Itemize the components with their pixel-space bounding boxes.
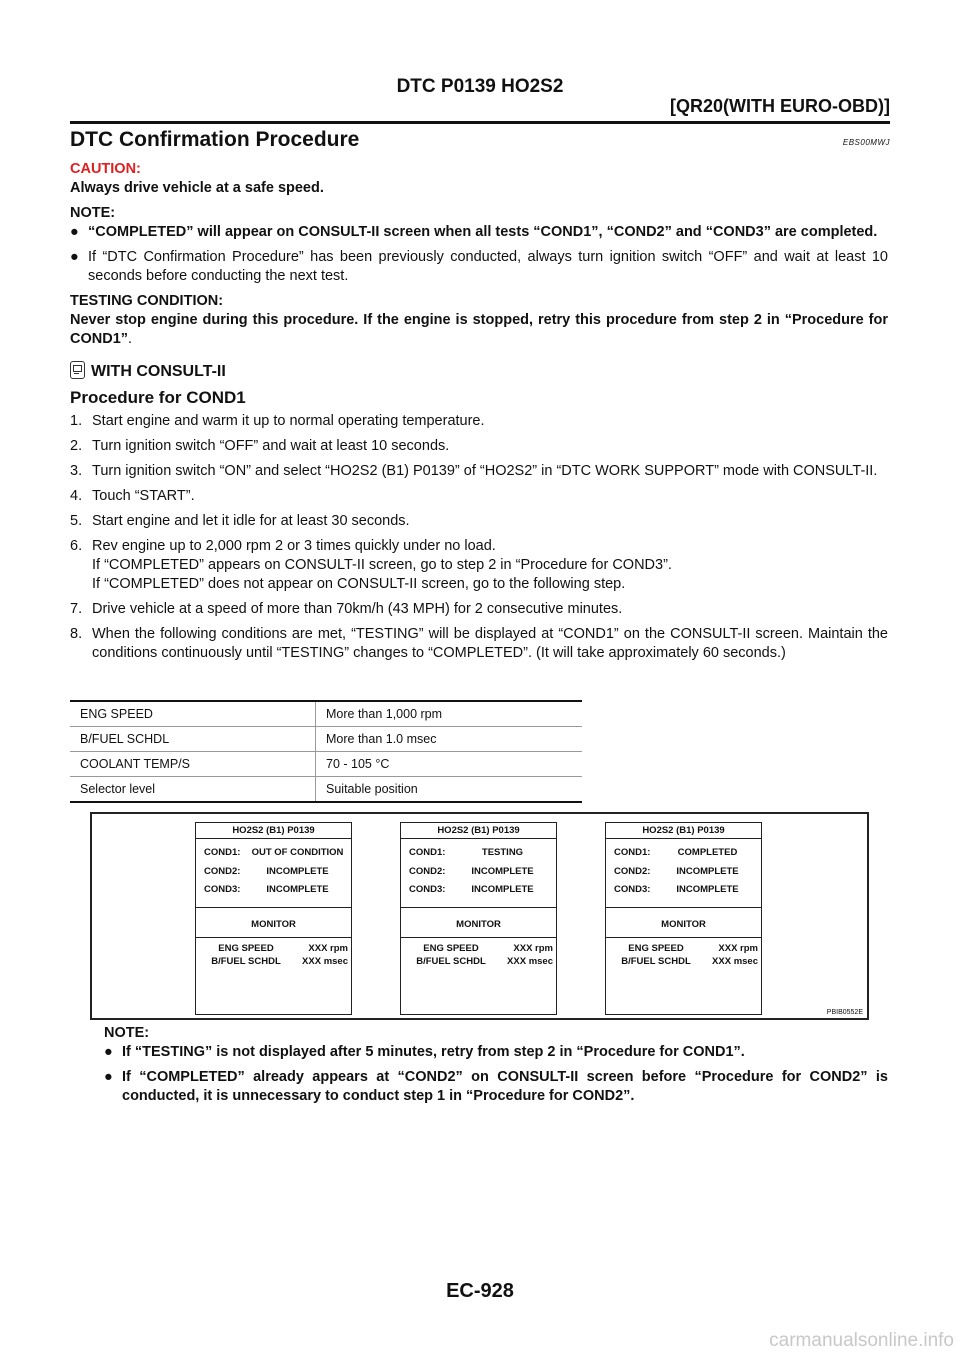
cond1-label: COND1: (204, 847, 241, 858)
cond3-label: COND3: (204, 884, 241, 895)
testing-condition-end: . (128, 331, 133, 347)
cond3-label: COND3: (614, 884, 651, 895)
step-text: If “COMPLETED” does not appear on CONSULT-II screen, go to the following step. (92, 576, 626, 592)
consult-heading (70, 361, 888, 381)
monitor-label: MONITOR (456, 919, 501, 930)
condition-item: ENG SPEED (70, 701, 316, 727)
condition-value: More than 1,000 rpm (316, 701, 583, 727)
step-text: When the following conditions are met, “TESTING” will be displayed at “COND1” on the CONSULT-II screen. Maintain the conditions continuously until “TESTING” changes to “COMPLETED”. (It will take approximately 60 seconds.) (92, 626, 888, 661)
cond2-status: INCOMPLETE (266, 866, 329, 877)
screen-divider (196, 907, 351, 908)
step-number: 1. (70, 413, 83, 429)
table-row (70, 752, 582, 777)
step-number: 7. (70, 601, 83, 617)
bullet-icon: ● (104, 1044, 113, 1060)
step-number: 3. (70, 463, 83, 479)
note-label: NOTE: (104, 1025, 150, 1041)
step-text: Turn ignition switch “ON” and select “HO2S2 (B1) P0139” of “HO2S2” in “DTC WORK SUPPORT” mode with CONSULT-II. (92, 463, 878, 479)
step-text: Start engine and warm it up to normal operating temperature. (92, 413, 485, 429)
step-number: 4. (70, 488, 83, 504)
cond1-status: TESTING (481, 847, 524, 858)
procedure-step (70, 412, 888, 431)
condition-value: Suitable position (316, 777, 583, 803)
cond3-status: INCOMPLETE (471, 884, 534, 895)
cond3-label: COND3: (409, 884, 446, 895)
section-code: EBS00MWJ (842, 138, 890, 147)
caution-text: Always drive vehicle at a safe speed. (70, 180, 324, 196)
cond1-status: OUT OF CONDITION (251, 847, 344, 858)
note-bullet-text: If “DTC Confirmation Procedure” has been previously conducted, always turn ignition switch “OFF” and wait at least 10 seconds before conducting the next test. (88, 249, 888, 284)
step-text: Turn ignition switch “OFF” and wait at least 10 seconds. (92, 438, 450, 454)
cond2-status: INCOMPLETE (676, 866, 739, 877)
note-bullet (104, 1068, 888, 1106)
screen-divider (606, 838, 761, 839)
cond3-status: INCOMPLETE (676, 884, 739, 895)
condition-item: Selector level (70, 777, 316, 803)
conditions-table (70, 700, 582, 803)
cond1-status: COMPLETED (677, 847, 738, 858)
procedure-step (70, 512, 888, 531)
cond2-status: INCOMPLETE (471, 866, 534, 877)
consult-screens-figure (90, 812, 869, 1020)
screen-divider (401, 907, 556, 908)
step-number: 8. (70, 626, 83, 642)
page-header-subtitle: [QR20(WITH EURO-OBD)] (670, 96, 890, 116)
condition-item: B/FUEL SCHDL (70, 727, 316, 752)
condition-value: 70 - 105 °C (316, 752, 583, 777)
section-title: DTC Confirmation Procedure (70, 128, 360, 151)
eng-speed-value: XXX rpm (718, 943, 758, 954)
cond1-label: COND1: (614, 847, 651, 858)
eng-speed-value: XXX rpm (308, 943, 348, 954)
table-row (70, 727, 582, 752)
procedure-step (70, 462, 888, 481)
bfuel-label: B/FUEL SCHDL (621, 956, 691, 967)
cond1-label: COND1: (409, 847, 446, 858)
header-rule (70, 121, 890, 124)
screen-title: HO2S2 (B1) P0139 (437, 825, 520, 836)
bullet-icon: ● (70, 224, 79, 240)
watermark: carmanualsonline.info (769, 1330, 954, 1351)
bullet-icon: ● (104, 1069, 113, 1085)
step-text: Touch “START”. (92, 488, 195, 504)
procedure-step (70, 487, 888, 506)
eng-speed-label: ENG SPEED (628, 943, 684, 954)
consult-screen (400, 822, 557, 1015)
eng-speed-value: XXX rpm (513, 943, 553, 954)
step-number: 6. (70, 538, 83, 554)
screen-divider (401, 838, 556, 839)
screen-divider (606, 937, 761, 938)
testing-condition-text: Never stop engine during this procedure. If the engine is stopped, retry this procedure from step 2 in “Procedure for COND1” (70, 312, 888, 347)
testing-condition (70, 311, 888, 349)
screen-divider (196, 937, 351, 938)
note-bullet (70, 223, 888, 242)
procedure-step (70, 437, 888, 456)
bullet-icon: ● (70, 249, 79, 265)
note-bullet (104, 1043, 888, 1062)
page-number: EC-928 (446, 1280, 514, 1302)
note-bullet-text: “COMPLETED” will appear on CONSULT-II screen when all tests “COND1”, “COND2” and “COND3” are completed. (88, 224, 878, 240)
screen-title: HO2S2 (B1) P0139 (232, 825, 315, 836)
screen-title: HO2S2 (B1) P0139 (642, 825, 725, 836)
table-row (70, 701, 582, 727)
main-content (70, 160, 888, 663)
procedure-step (70, 625, 888, 663)
procedure-heading: Procedure for COND1 (70, 388, 246, 407)
table-row (70, 777, 582, 803)
note-bullet (70, 248, 888, 286)
consult-tool-icon (70, 361, 85, 379)
bfuel-value: XXX msec (712, 956, 758, 967)
note-label: NOTE: (70, 205, 116, 221)
testing-condition-label: TESTING CONDITION: (70, 293, 224, 309)
caution-label: CAUTION: (70, 161, 141, 177)
screen-divider (401, 937, 556, 938)
bfuel-value: XXX msec (507, 956, 553, 967)
monitor-label: MONITOR (251, 919, 296, 930)
eng-speed-label: ENG SPEED (423, 943, 479, 954)
bfuel-label: B/FUEL SCHDL (211, 956, 281, 967)
note-after-figure (104, 1024, 888, 1106)
condition-item: COOLANT TEMP/S (70, 752, 316, 777)
step-number: 5. (70, 513, 83, 529)
step-text: If “COMPLETED” appears on CONSULT-II screen, go to step 2 in “Procedure for COND3”. (92, 557, 672, 573)
consult-screen (195, 822, 352, 1015)
step-text: Start engine and let it idle for at least 30 seconds. (92, 513, 410, 529)
step-text: Drive vehicle at a speed of more than 70km/h (43 MPH) for 2 consecutive minutes. (92, 601, 623, 617)
condition-value: More than 1.0 msec (316, 727, 583, 752)
screen-divider (196, 838, 351, 839)
bfuel-label: B/FUEL SCHDL (416, 956, 486, 967)
cond3-status: INCOMPLETE (266, 884, 329, 895)
procedure-step (70, 600, 888, 619)
bfuel-value: XXX msec (302, 956, 348, 967)
step-number: 2. (70, 438, 83, 454)
cond2-label: COND2: (204, 866, 241, 877)
screen-divider (606, 907, 761, 908)
figure-code: PBIB0552E (826, 1009, 863, 1016)
note-bullet-text: If “COMPLETED” already appears at “COND2” on CONSULT-II screen before “Procedure for COND2” is conducted, it is unnecessary to conduct step 1 in “Procedure for COND2”. (122, 1069, 888, 1104)
consult-screen (605, 822, 762, 1015)
page-header-title: DTC P0139 HO2S2 (396, 76, 564, 97)
note-bullet-text: If “TESTING” is not displayed after 5 minutes, retry from step 2 in “Procedure for COND1”. (122, 1044, 745, 1060)
procedure-step (70, 537, 888, 594)
consult-heading-text: WITH CONSULT-II (91, 363, 226, 380)
cond2-label: COND2: (614, 866, 651, 877)
eng-speed-label: ENG SPEED (218, 943, 274, 954)
step-text: Rev engine up to 2,000 rpm 2 or 3 times quickly under no load. (92, 538, 496, 554)
monitor-label: MONITOR (661, 919, 706, 930)
cond2-label: COND2: (409, 866, 446, 877)
